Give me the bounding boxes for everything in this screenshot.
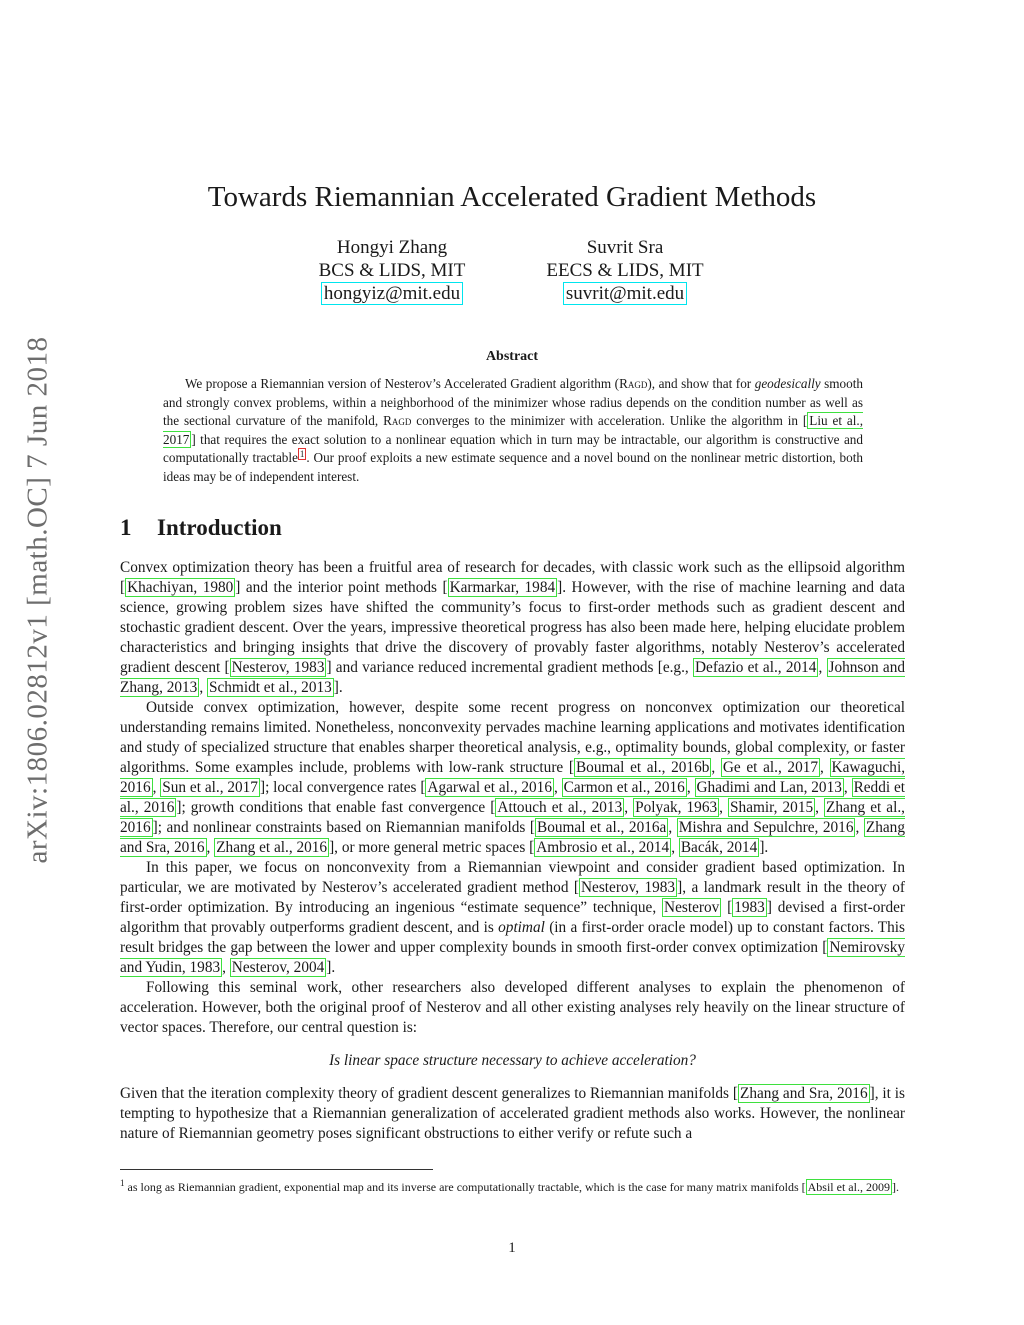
author-affiliation: EECS & LIDS, MIT: [546, 260, 704, 281]
author-name: Suvrit Sra: [586, 237, 664, 258]
abstract-heading: Abstract: [485, 349, 539, 364]
central-question: Is linear space structure necessary to achieve acceleration?: [329, 1052, 696, 1069]
citation-link[interactable]: Absil et al., 2009: [807, 1180, 890, 1194]
citation-link[interactable]: Boumal et al., 2016b: [575, 759, 710, 776]
page-number: 1: [508, 1240, 516, 1256]
paragraph: Outside convex optimization, however, despite some recent progress on nonconvex optimization our theoretical understanding remains limited. Nonetheless, nonconvexity pervades machine learning applications and motivates identification and study of specialized structure that enables sharper theoretical analysis, e.g., optimality bounds, global complexity, or faster algorithms. Some examples include, problems with low-rank structure [ Boumal et al., 2016b , Ge et al., 2017 , Kawaguchi, 2016 , Sun et al., 2017 ]; local convergence rates [ Agarwal et al., 2016 , Carmon et al., 2016 , Ghadimi and Lan, 2013 , Reddi et al., 2016 ]; growth conditions that enable fast convergence [ Attouch et al., 2013 , Polyak, 1963 , Shamir, 2015 , Zhang et al., 2016 ]; and nonlinear constraints based on Riemannian manifolds [ Boumal et al., 2016a , Mishra and Sepulchre, 2016 , Zhang and Sra, 2016 , Zhang et al., 2016 ], or more general metric spaces [ Ambrosio et al., 2014 , Bacák, 2014 ].: [120, 699, 906, 856]
author-email-link[interactable]: hongyiz@mit.edu: [321, 282, 463, 305]
citation-link[interactable]: Nesterov: [664, 899, 720, 916]
section-heading: 1 Introduction: [120, 515, 282, 540]
citation-link[interactable]: Nesterov, 1983: [581, 879, 676, 896]
abstract-text: We propose a Riemannian version of Nesterov’s Accelerated Gradient algorithm (Ragd), and show that for geodesically smooth and strongly convex problems, within a neighborhood of the minimizer whose radius depends on the condition number as well as the sectional curvature of the manifold, Ragd converges to the minimizer with acceleration. Unlike the algorithm in [ Liu et al., 2017 ] that requires the exact solution to a nonlinear equation which in turn may be intractable, our algorithm is constructive and computationally tractable $^1$ . Our proof exploits a new estimate sequence and a novel bound on the nonlinear metric distortion, both ideas may be of independent interest.: [163, 376, 863, 484]
citation-link[interactable]: Reddi et al., 2016: [120, 779, 905, 816]
citation-link[interactable]: Schmidt et al., 2013: [208, 679, 332, 696]
citation-link[interactable]: Boumal et al., 2016a: [537, 819, 667, 836]
citation-link[interactable]: Nesterov, 1983: [231, 659, 325, 676]
footnote-divider: [120, 1169, 433, 1170]
footnote-link[interactable]: 1: [299, 448, 305, 459]
citation-link[interactable]: Ghadimi and Lan, 2013: [696, 779, 842, 796]
citation-link[interactable]: Liu et al., 2017: [163, 413, 863, 447]
citation-link[interactable]: Defazio et al., 2014: [694, 659, 817, 676]
citation-link[interactable]: Zhang and Sra, 2016: [739, 1085, 868, 1102]
citation-link[interactable]: Bacák, 2014: [680, 839, 758, 856]
arxiv-identifier: arXiv:1806.02812v1 [math.OC] 7 Jun 2018: [21, 336, 54, 864]
citation-link[interactable]: Kawaguchi, 2016: [120, 759, 906, 796]
citation-link[interactable]: Ge et al., 2017: [722, 759, 819, 776]
author-block: [520, 236, 730, 305]
paragraph: Following this seminal work, other researchers also developed different analyses to explain the phenomenon of acceleration. However, both the original proof of Nesterov and all other existing analyses rely heavily on the linear structure of vector spaces. Therefore, our central question is:: [120, 979, 905, 1036]
citation-link[interactable]: Carmon et al., 2016: [563, 779, 685, 796]
citation-link[interactable]: Polyak, 1963: [635, 799, 718, 816]
citation-link[interactable]: Sun et al., 2017: [162, 779, 258, 796]
paragraph: Convex optimization theory has been a fruitful area of research for decades, with classic work such as the ellipsoid algorithm [ Khachiyan, 1980 ] and the interior point methods [ Karmarkar, 1984 ]. However, with the rise of machine learning and data science, growing problem sizes have shifted the community’s focus to first-order methods such as gradient descent and stochastic gradient descent. Over the years, impressive theoretical progress has also been made here, helping elucidate problem characteristics and bringing insights that drive the discovery of provably faster algorithms, notably Nesterov’s accelerated gradient descent [ Nesterov, 1983 ] and variance reduced incremental gradient methods [e.g., Defazio et al., 2014 , Johnson and Zhang, 2013 , Schmidt et al., 2013 ].: [120, 559, 906, 696]
citation-link[interactable]: Khachiyan, 1980: [127, 579, 234, 596]
author-email-link[interactable]: suvrit@mit.edu: [563, 282, 687, 305]
citation-link[interactable]: 1983: [734, 899, 765, 916]
citation-link[interactable]: Zhang et al., 2016: [216, 839, 328, 856]
citation-link[interactable]: Nemirovsky and Yudin, 1983: [120, 939, 905, 976]
paper-title: Towards Riemannian Accelerated Gradient Methods: [207, 181, 817, 213]
citation-link[interactable]: Karmarkar, 1984: [449, 579, 556, 596]
citation-link[interactable]: Mishra and Sepulchre, 2016: [678, 819, 854, 836]
citation-link[interactable]: Attouch et al., 2013: [497, 799, 623, 816]
citation-link[interactable]: Ambrosio et al., 2014: [536, 839, 670, 856]
citation-link[interactable]: Johnson and Zhang, 2013: [120, 659, 906, 696]
author-name: Hongyi Zhang: [336, 237, 448, 258]
citation-link[interactable]: Shamir, 2015: [730, 799, 814, 816]
citation-link[interactable]: Nesterov, 2004: [231, 959, 325, 976]
paragraph: In this paper, we focus on nonconvexity from a Riemannian viewpoint and consider gradient based optimization. In particular, we are motivated by Nesterov’s accelerated gradient method [ Nesterov, 1983 ], a landmark result in the theory of first-order optimization. By introducing an ingenious “estimate sequence” technique, Nesterov [ 1983 ] devised a first-order algorithm that provably outperforms gradient descent, and is optimal (in a first-order oracle model) up to constant factors. This result bridges the gap between the lower and upper complexity bounds in smooth first-order convex optimization [ Nemirovsky and Yudin, 1983 , Nesterov, 2004 ].: [120, 859, 906, 976]
footnote: $^1$ as long as Riemannian gradient, exponential map and its inverse are computationally tractable, which is the case for many matrix manifolds [ Absil et al., 2009 ].: [120, 1178, 899, 1194]
citation-link[interactable]: Zhang et al., 2016: [120, 799, 905, 836]
citation-link[interactable]: Zhang and Sra, 2016: [120, 819, 905, 856]
paragraph: Given that the iteration complexity theory of gradient descent generalizes to Riemannian manifolds [ Zhang and Sra, 2016 ], it is tempting to hypothesize that a Riemannian generalization of accelerated gradient methods also works. However, the nonlinear nature of Riemannian geometry poses significant obstructions to either verify or refute such a: [120, 1085, 905, 1142]
author-affiliation: BCS & LIDS, MIT: [318, 260, 466, 281]
body-text: [120, 558, 905, 1144]
citation-link[interactable]: Agarwal et al., 2016: [427, 779, 552, 796]
author-block: [292, 236, 492, 305]
